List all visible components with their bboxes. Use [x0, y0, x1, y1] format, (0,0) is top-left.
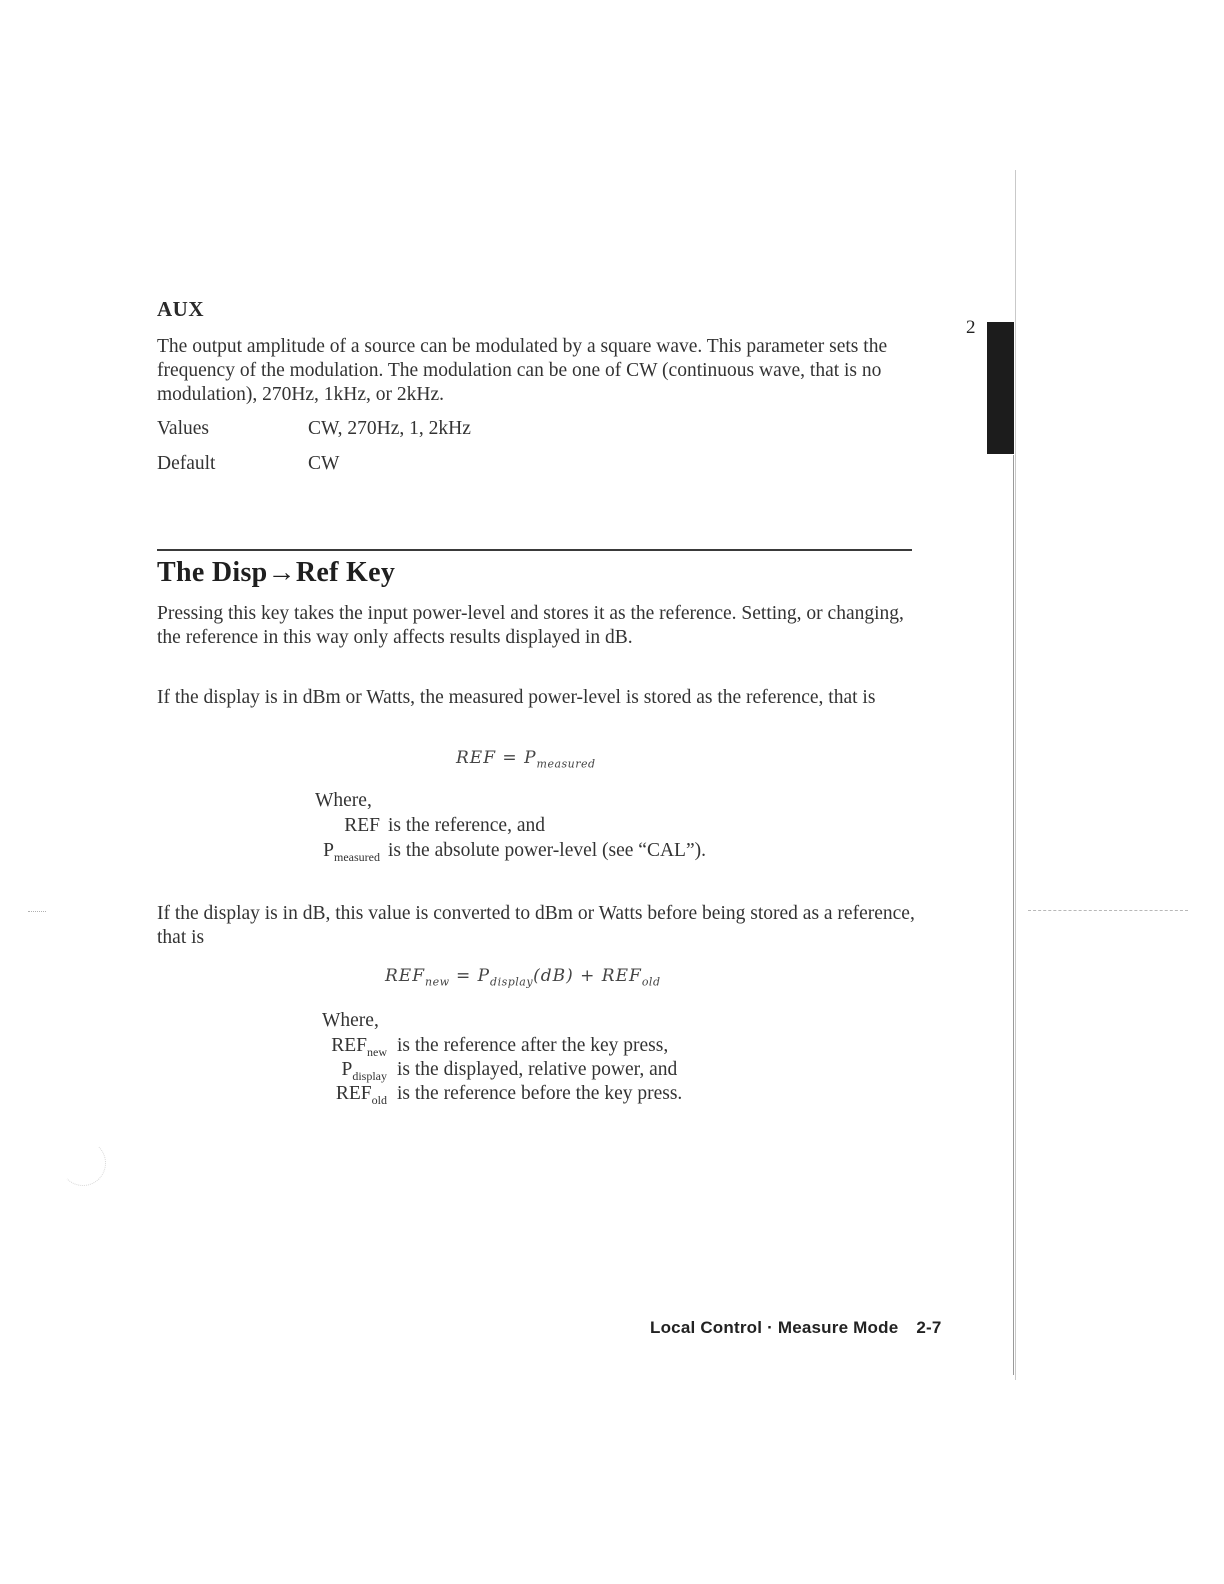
eq2-term2: [601, 966, 661, 989]
eq1-rhs-main: P: [524, 748, 537, 768]
def-term-main: P: [323, 840, 335, 861]
def-term-ref-new: [290, 1035, 387, 1060]
eq2-term1: [477, 966, 574, 989]
eq1-equals: =: [502, 748, 518, 768]
def-desc-p-measured: is the absolute power-level (see “CAL”).: [388, 840, 706, 861]
disp-ref-paragraph-3: If the display is in dB, this value is converted to dBm or Watts before being stored as a reference, that is: [157, 903, 915, 948]
eq2-term2-main: REF: [601, 966, 642, 986]
def-desc-p-display: is the displayed, relative power, and: [397, 1059, 678, 1080]
eq2-lhs-main: REF: [385, 966, 426, 986]
eq1-lhs: REF: [456, 748, 497, 768]
equation-ref-measured: [456, 748, 596, 770]
page-edge-line: [1015, 170, 1016, 1380]
values-value: CW, 270Hz, 1, 2kHz: [308, 418, 471, 439]
def-desc-ref: is the reference, and: [388, 815, 545, 836]
def-term-sub: measured: [334, 849, 380, 864]
default-label: Default: [157, 453, 216, 474]
aux-paragraph: The output amplitude of a source can be modulated by a square wave. This parameter sets the frequency of the modulation. The modulation can be one of CW (continuous wave, that is no modulation), 270Hz, 1kHz, or 2kHz.: [157, 336, 888, 405]
where-label-1: Where,: [315, 790, 372, 811]
def-term-sub: old: [371, 1092, 387, 1107]
eq2-lhs: [385, 966, 450, 989]
equation-ref-new: [385, 966, 661, 988]
def-term-ref: [290, 815, 380, 840]
page-footer: [650, 1318, 942, 1338]
section-title: The Disp→Ref Key: [157, 557, 396, 588]
def-term-p-measured: [250, 840, 380, 865]
def-desc-ref-old: is the reference before the key press.: [397, 1083, 683, 1104]
def-term-main: REF: [331, 1035, 367, 1056]
def-term-main: REF: [335, 1083, 372, 1104]
eq1-rhs-sub: measured: [536, 757, 596, 771]
eq2-term1-main: P: [477, 966, 491, 986]
aux-heading: AUX: [157, 297, 204, 321]
def-term-p-display: [290, 1059, 387, 1084]
default-value: CW: [308, 453, 340, 474]
where-label-2: Where,: [322, 1010, 379, 1031]
page-edge-line-inner: [1013, 455, 1014, 1375]
disp-ref-paragraph-2: If the display is in dBm or Watts, the measured power-level is stored as the reference, that is: [157, 687, 876, 708]
margin-dash-mark: [1028, 910, 1188, 911]
section-divider: [157, 549, 912, 551]
def-term-main: REF: [344, 815, 380, 836]
eq2-term1-sub: display: [490, 975, 534, 989]
eq2-term1-arg: (dB): [533, 966, 574, 986]
def-term-sub: display: [352, 1068, 387, 1083]
margin-dot-mark: [28, 911, 46, 912]
eq2-equals: =: [455, 966, 472, 986]
eq2-term2-sub: old: [641, 975, 661, 989]
values-label: Values: [157, 418, 209, 439]
footer-section: Local Control · Measure Mode: [650, 1318, 899, 1337]
def-term-ref-old: [290, 1083, 387, 1108]
def-term-main: P: [341, 1059, 353, 1080]
disp-ref-paragraph-1: Pressing this key takes the input power-level and stores it as the reference. Setting, or changing, the reference in this way only affects results displayed in dB.: [157, 603, 904, 648]
scan-smudge: [60, 1140, 106, 1186]
eq2-lhs-sub: new: [425, 975, 450, 989]
def-desc-ref-new: is the reference after the key press,: [397, 1035, 669, 1056]
eq1-rhs: [524, 748, 596, 771]
chapter-tab-marker: [987, 322, 1014, 454]
def-term-sub: new: [367, 1044, 387, 1059]
chapter-number: 2: [966, 317, 976, 338]
page-number: 2-7: [916, 1318, 942, 1337]
eq2-plus: +: [580, 966, 596, 986]
